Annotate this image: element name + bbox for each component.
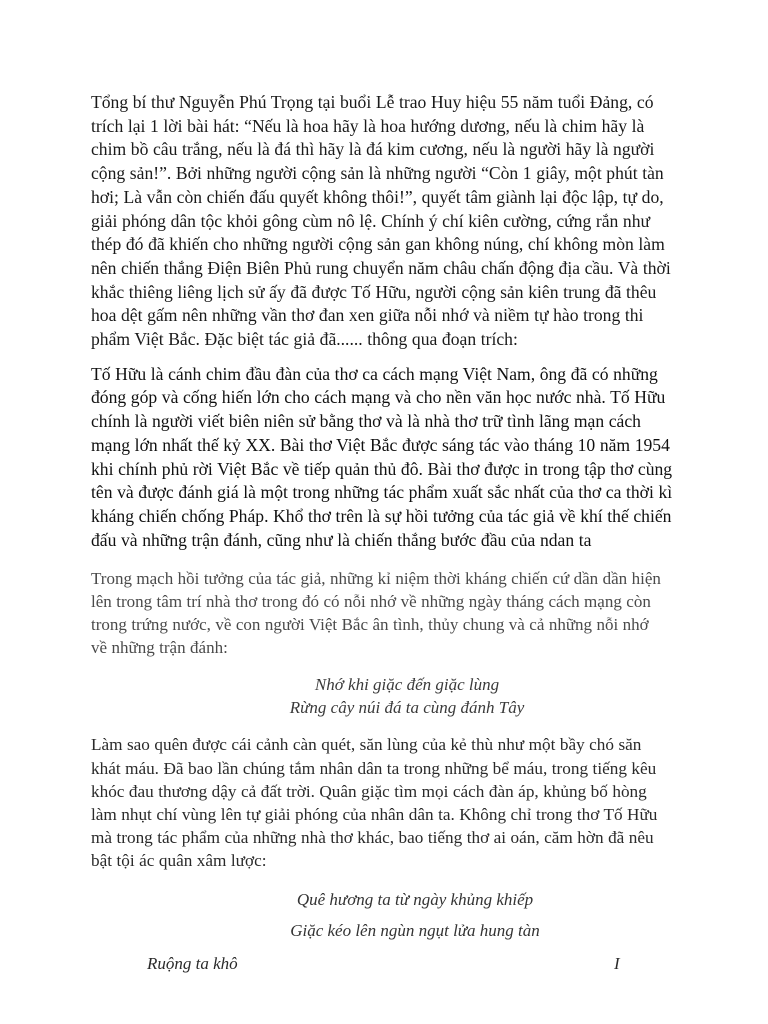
text-line: về những trận đánh: [91, 638, 228, 658]
document-body [91, 91, 711, 978]
text-line: kháng chiến chống Pháp. Khổ thơ trên là sự hồi tưởng của tác giả về khí thế chiến [91, 505, 672, 526]
text-line: khi chính phủ rời Việt Bắc về tiếp quản thủ đô. Bài thơ được in trong tập thơ cùng [91, 458, 673, 479]
text-line: làm nhụt chí vùng lên tự giải phóng của nhân dân ta. Không chỉ trong thơ Tố Hữu [91, 804, 658, 824]
poem-quote-3 [91, 954, 711, 978]
text-line: Làm sao quên được cái cảnh càn quét, săn lùng của kẻ thù như một bầy chó săn [91, 735, 642, 755]
paragraph-analysis [91, 733, 711, 872]
verse-line: Ruộng ta khô [147, 953, 238, 973]
verse-line: Quê hương ta từ ngày khủng khiếp [296, 889, 534, 909]
text-line: nên chiến thắng Điện Biên Phủ rung chuyển năm châu chấn động địa cầu. Và thời [91, 257, 671, 278]
text-line: giải phóng dân tộc khỏi gông cùm nô lệ. Chính ý chí kiên cường, cứng rắn như [91, 210, 651, 231]
verse-fragment: I [614, 953, 620, 973]
text-line: đấu và những trận đánh, cũng như là chiến thắng bước đầu của ndan ta [91, 529, 592, 550]
verse-line: Giặc kéo lên ngùn ngụt lửa hung tàn [290, 920, 540, 940]
text-line: chính là người viết biên niên sử bằng thơ và là nhà thơ trữ tình lãng mạn cách [91, 411, 641, 432]
text-line: Trong mạch hồi tưởng của tác giả, những kỉ niệm thời kháng chiến cứ dần dần hiện [91, 569, 661, 589]
paragraph-author [91, 363, 711, 553]
text-line: trích lại 1 lời bài hát: “Nếu là hoa hãy là hoa hướng dương, nếu là chim hãy là [91, 115, 645, 136]
text-line: đóng góp và cống hiến lớn cho cách mạng và cho nền văn học nước nhà. Tố Hữu [91, 387, 666, 408]
text-line: bật tội ác quân xâm lược: [91, 851, 267, 871]
text-line: hoa dệt gấm nên những vần thơ đan xen giữa nỗi nhớ và niềm tự hào trong thi [91, 305, 644, 326]
text-line: mạng lớn nhất thế kỷ XX. Bài thơ Việt Bắc được sáng tác vào tháng 10 năm 1954 [91, 434, 670, 455]
text-line: cộng sản!”. Bởi những người cộng sản là những người “Còn 1 giây, một phút tàn [91, 163, 664, 184]
text-line: mà trong tác phẩm của những nhà thơ khác, bao tiếng thơ ai oán, căm hờn đã nêu [91, 828, 654, 848]
paragraph-memory [91, 567, 711, 659]
text-line: lên trong tâm trí nhà thơ trong đó có nỗi nhớ về những ngày tháng cách mạng còn [91, 592, 651, 612]
text-line: thép đó đã khiến cho những người cộng sản gan không núng, chí không mòn làm [91, 234, 665, 255]
poem-quote-1 [91, 673, 711, 719]
verse-line: Nhớ khi giặc đến giặc lùng [314, 675, 500, 695]
text-line: Tố Hữu là cánh chim đầu đàn của thơ ca cách mạng Việt Nam, ông đã có những [91, 363, 658, 384]
text-line: Tổng bí thư Nguyễn Phú Trọng tại buổi Lễ trao Huy hiệu 55 năm tuổi Đảng, có [91, 92, 654, 112]
text-line: phẩm Việt Bắc. Đặc biệt tác giả đã...... thông qua đoạn trích: [91, 329, 518, 350]
text-line: khóc đau thương dậy cả đất trời. Quân giặc tìm mọi cách đàn áp, khủng bố hòng [91, 781, 647, 801]
text-line: hơi; Là vẫn còn chiến đấu quyết không thôi!”, quyết tâm giành lại độc lập, tự do, [91, 186, 664, 207]
verse-line: Rừng cây núi đá ta cùng đánh Tây [289, 698, 525, 718]
text-line: trong trứng nước, về con người Việt Bắc ân tình, thủy chung và cả những nỗi nhớ [91, 615, 649, 635]
text-line: tên và được đánh giá là một trong những tác phẩm xuất sắc nhất của thơ ca thời kì [91, 482, 673, 503]
text-line: khát máu. Đã bao lần chúng tắm nhân dân ta trong những bể máu, trong tiếng kêu [91, 758, 657, 778]
text-line: khắc thiêng liêng lịch sử ấy đã được Tố Hữu, người cộng sản kiên trung đã thêu [91, 281, 657, 302]
poem-quote-2 [91, 884, 711, 946]
paragraph-intro [91, 91, 711, 352]
text-line: chim bồ câu trắng, nếu là đá thì hãy là đá kim cương, nếu là người hãy là người [91, 139, 655, 160]
